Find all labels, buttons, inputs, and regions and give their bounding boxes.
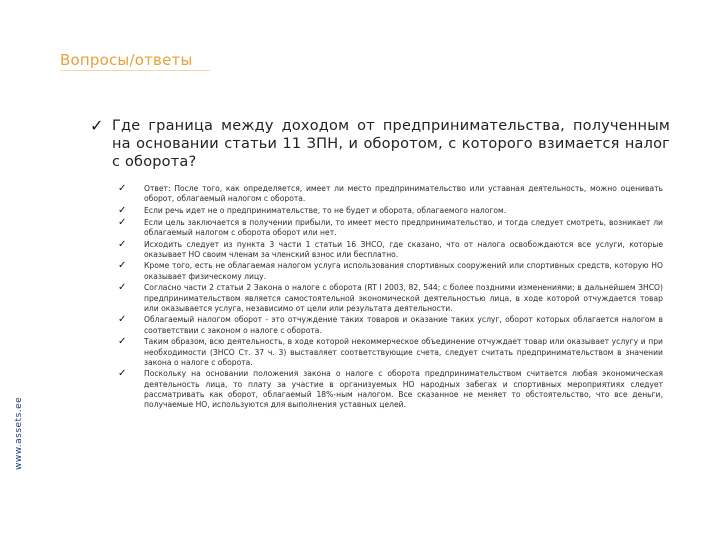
checkmark-icon: ✓ [118,260,127,272]
question-block [90,117,670,171]
answer-item [118,261,663,281]
answer-text: Согласно части 2 статьи 2 Закона о налоге с оборота (RT I 2003, 82, 544; с более поздними изменениями; в дальнейшем ЗНСО) предпринимательством является самостоятельной экономической деятельностью лица, в ходе которой отчуждается товар или оказывается услуга, независимо от цели или результата деятельности. [144,283,663,313]
answer-text: Ответ: После того, как определяется, имеет ли место предпринимательство или уставная деятельность, можно оценивать оборот, облагаемый налогом с оборота. [144,184,663,204]
checkmark-icon: ✓ [118,216,127,228]
answer-item [118,240,663,260]
checkmark-icon: ✓ [118,314,127,326]
answer-text: Облагаемый налогом оборот - это отчуждение таких товаров и оказание таких услуг, оборот которых облагается налогом в соответствии с законом о налоге с оборота. [144,315,663,335]
answer-item [118,315,663,335]
question-text: Где граница между доходом от предпринимательства, полученным на основании статьи 11 ЗПН, и оборотом, с которого взимается налог с оборота? [112,118,670,170]
answer-text: Если речь идет не о предпринимательстве, то не будет и оборота, облагаемого налогом. [144,205,507,215]
slide-title [60,51,192,69]
answer-item [118,218,663,238]
question-item [90,117,670,171]
answer-text: Поскольку на основании положения закона о налоге с оборота предпринимательством считается любая экономическая деятельность лица, то плату за участие в организуемых НО народных забегах и спортивных мероприятиях следует рассматривать как оборот, облагаемый 18%-ным налогом. Все сказанное не меняет то обстоятельство, что все деньги, получаемые НО, используются для выполнения уставных целей. [144,369,663,410]
answer-text: Исходить следует из пункта 3 части 1 статьи 16 ЗНСО, где сказано, что от налога освобождаются все услуги, которые оказывает НО своим членам за членский взнос или бесплатно. [144,239,663,259]
answer-item [118,369,663,410]
checkmark-icon: ✓ [90,116,104,135]
answer-text: Если цель заключается в получении прибыли, то имеет место предпринимательство, и тогда следует смотреть, возникает ли облагаемый налогом с оборота оборот или нет. [144,217,663,237]
title-underline [60,70,210,71]
answer-item [118,283,663,314]
checkmark-icon: ✓ [118,282,127,294]
checkmark-icon: ✓ [118,183,127,194]
checkmark-icon: ✓ [118,336,127,348]
answer-item [118,337,663,368]
answer-text: Кроме того, есть не облагаемая налогом услуга использования спортивных сооружений или спортивных средств, которую НО оказывает физическому лицу. [144,261,663,281]
answer-item [118,184,663,204]
answer-text: Таким образом, всю деятельность, в ходе которой некоммерческое объединение отчуждает товар или оказывает услугу и при необходимости (ЗНСО Ст. 37 ч. 3) выставляет соответствующие счета, следует считать предпринимательством в значении закона о налоге с оборота. [144,337,663,367]
checkmark-icon: ✓ [118,238,127,250]
checkmark-icon: ✓ [118,204,127,216]
answer-item [118,206,663,216]
slide-title-text: Вопросы/ответы [60,51,193,69]
side-url: www.assets.ee [14,396,24,470]
checkmark-icon: ✓ [118,368,127,380]
answer-list [118,184,663,412]
